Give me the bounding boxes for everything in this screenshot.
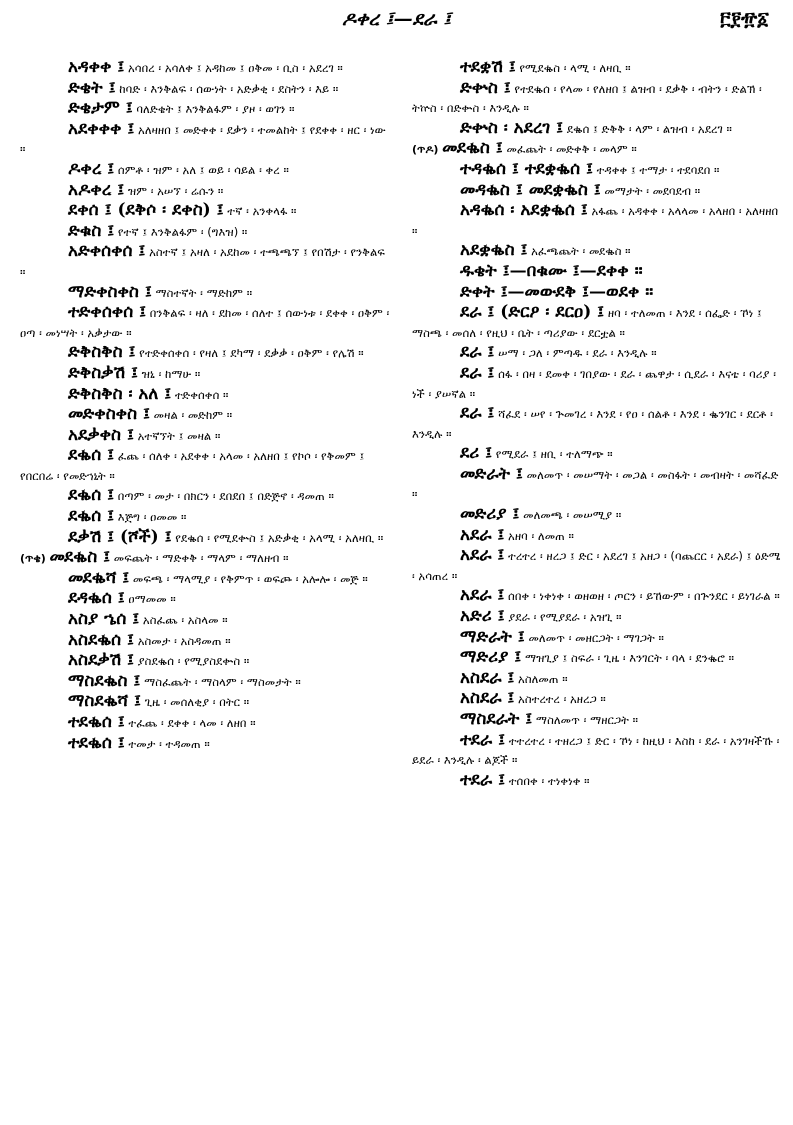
- dictionary-entry: [412, 669, 782, 690]
- dictionary-entry: [20, 160, 390, 181]
- dictionary-entry: [20, 303, 390, 343]
- dictionary-entry: [412, 58, 782, 79]
- right-column: [412, 58, 782, 1118]
- headword: ዶቀረ ፤: [68, 158, 115, 179]
- definition: የሚደራ ፤ ዘቢ ፡ ተለማጭ ።: [495, 447, 613, 462]
- definition: ተድቀሰቀሰ ።: [174, 387, 229, 402]
- definition: መፈጨት ፡ መድቀቅ ፡ መላም ።: [506, 142, 637, 157]
- dictionary-entry: [412, 689, 782, 710]
- dictionary-entry: [20, 201, 390, 222]
- headword: አዶቀረ ፤: [68, 179, 125, 200]
- headword: ተደራ ፤: [460, 769, 506, 790]
- headword: አድሪ ፤: [460, 606, 505, 627]
- headword: ድቍስ ፤: [460, 77, 511, 98]
- definition: መለመጥ ፡ መሠማት ፡ መጋል ፡ መስፋት ፡ መብዛት ፡ መሻፈድ ።: [412, 467, 779, 502]
- dictionary-entry: [20, 734, 390, 755]
- headword: አደራ ፤: [460, 545, 505, 566]
- dictionary-entry: [412, 444, 782, 465]
- dictionary-entry: [412, 139, 782, 160]
- dictionary-entry: [412, 303, 782, 343]
- definition: ተፈጨ ፡ ደቀቀ ፡ ላመ ፡ ለዘበ ።: [128, 716, 256, 730]
- headword: ተደቋሽ ፤: [460, 58, 516, 77]
- definition: አፈጫጨት ፡ መደቈስ ።: [531, 244, 631, 259]
- dictionary-entry: [20, 343, 390, 364]
- definition: ተመታ ፡ ተዳመጠ ።: [128, 736, 210, 751]
- definition: ሻፈደ ፡ ሠየ ፡ ጕመገረ ፡ እንደ ፡ የዐ ፡ ሰልቶ ፡ እንደ ፡ ቈንገር ፡ ደርቶ ፡ እንዲሉ ።: [412, 407, 773, 441]
- definition: መፍጫ ፡ ማላሚያ ፡ የቅምጥ ፡ ወፍጮ ፡ አሎሎ ፡ መጅ ።: [132, 571, 368, 586]
- dictionary-entry: [412, 505, 782, 526]
- definition: ተዳቀቀ ፤ ተማታ ፡ ተደባደበ ።: [596, 162, 720, 177]
- definition: አፋጨ ፡ አዳቀቀ ፡ አላላመ ፡ አላዘበ ፡ አለዛዘበ ።: [412, 204, 779, 238]
- headword: ደራ ፤: [460, 362, 495, 383]
- dictionary-entry: [412, 241, 782, 262]
- headword: ማድቀስቀስ ፤: [68, 281, 152, 302]
- definition: ተኛ ፡ አንቀላፋ ።: [227, 204, 297, 219]
- headword: ድቅስቅስ ፡ አለ ፤: [68, 383, 172, 404]
- headword: አደራ ፤: [460, 585, 505, 606]
- headword: ደቈሰ ፤: [68, 485, 115, 506]
- headword: መደቈሻ ፤: [68, 567, 130, 588]
- dictionary-entry: [20, 79, 390, 100]
- headword: አስደራ ፤: [460, 688, 515, 709]
- running-header: ዶቀረ ፤—ደራ ፤: [341, 8, 452, 30]
- definition: የተድቀሰቀሰ ፡ የዛለ ፤ ደካማ ፡ ደቃቃ ፡ ዐቅም ፡ የሌሽ ።: [139, 346, 364, 361]
- headword: ደቃሽ ፤ (ሾች) ፤: [68, 526, 172, 547]
- grammar-note: (ጥዶ): [412, 143, 439, 157]
- dictionary-entry: [412, 181, 782, 202]
- definition: አስመታ ፡ አስዳመጠ ።: [137, 633, 231, 648]
- dictionary-entry: [20, 672, 390, 693]
- headword: ድቍስ ፡ አደረገ ፤: [460, 117, 564, 138]
- headword: አስያ ኄሰ ፤: [68, 609, 140, 630]
- dictionary-entry: [20, 283, 390, 304]
- headword: ድቄታም ፤: [68, 98, 133, 119]
- definition: ባለድቄት ፤ እንቅልፋም ፡ ያዞ ፡ ወገን ።: [136, 102, 295, 117]
- dictionary-entry: [412, 771, 782, 792]
- definition: አሳበረ ፡ አሳለቀ ፤ አዳከመ ፤ ዐቅመ ፡ ቢስ ፡ አደረገ ።: [127, 61, 343, 75]
- headword: አዳቀቀ ፤: [68, 58, 125, 77]
- headword: አደራ ፤: [460, 524, 505, 545]
- definition: ማስለመጥ ፡ ማዘርጋት ።: [535, 713, 639, 727]
- definition: ማዝጊያ ፤ ስፍራ ፡ ጊዜ ፡ እንገርት ፡ ባላ ፡ ደንቈሮ ።: [524, 651, 735, 666]
- definition: የሚደቈስ ፡ ላሚ ፡ ለዛቢ ።: [519, 61, 631, 75]
- definition: በጣም ፡ መታ ፡ በክርን ፡ ደበደበ ፤ በድጅኖ ፡ ዳመጠ ።: [117, 489, 334, 504]
- headword: መድቀስቀስ ፤: [68, 404, 150, 425]
- dictionary-entry: [412, 343, 782, 364]
- dictionary-entry: [20, 589, 390, 610]
- definition: ከባድ ፡ እንቅልፍ ፡ ሰውነት ፡ አድቃቂ ፡ ደስትን ፡ እይ ።: [119, 81, 339, 96]
- definition: መዛል ፡ መድከም ።: [153, 408, 233, 423]
- definition: መለመጥ ፡ መዘርጋት ፡ ማገጋት ።: [528, 630, 664, 645]
- dictionary-entry: [412, 364, 782, 404]
- definition: መፍጨት ፡ ማድቀቅ ፡ ማላም ፡ ማለዘብ ።: [113, 551, 289, 566]
- definition: አስተረተረ ፡ አዘረጋ ።: [518, 692, 606, 707]
- headword: ማስደራት ፤: [460, 709, 533, 729]
- dictionary-entry: [412, 79, 782, 119]
- definition: ተረተረ ፡ ዘረጋ ፤ ድር ፡ አደረገ ፤ አዘጋ ፡ (ባጨርር ፡ አደራ) ፤ ዕድሜ ፡ አሳጠረ ።: [412, 549, 781, 583]
- definition: አተኛኘት ፤ መዛል ።: [137, 428, 221, 443]
- grammar-note: (ጥቄ): [20, 552, 46, 566]
- definition: ደቈሰ ፤ ድቅቅ ፡ ላም ፡ ልዝብ ፡ አደረገ ።: [566, 121, 732, 136]
- definition: አስለመጠ ።: [518, 671, 568, 686]
- headword: ደሪ ፤: [460, 443, 493, 464]
- headword: ማስደቈሻ ፤: [68, 691, 142, 712]
- headword: ድቄት ፤: [68, 77, 116, 98]
- dictionary-entry: [20, 713, 390, 734]
- left-column: [20, 58, 390, 1118]
- definition: ሠማ ፡ ጋለ ፡ ምጣዱ ፡ ደራ ፡ እንዲሉ ።: [498, 346, 657, 361]
- dictionary-entry: [20, 548, 390, 569]
- dictionary-entry: [412, 465, 782, 505]
- headword: ደራ ፤: [460, 342, 495, 363]
- definition: ዝም ፡ አሠኘ ፡ ሬሱን ።: [127, 183, 224, 198]
- headword: ደቀሰ ፤ (ደቅሶ ፡ ደቀስ) ፤: [68, 200, 224, 221]
- definition: ፈጨ ፡ ሰለቀ ፡ አደቀቀ ፡ አላመ ፡ አለዘበ ፤ የኮሶ ፡ የቅመም ፤ የበርበሬ ፡ የመድኀኒት ።: [20, 449, 365, 483]
- definition: አስፈጨ ፡ አስላመ ።: [142, 613, 228, 628]
- headword: መድራት ፤: [460, 463, 523, 484]
- definition: አስተኛ ፤ አዛለ ፡ አደከመ ፡ ተጫጫኘ ፤ የበሽታ ፡ የንቅልፍ ።: [20, 245, 385, 279]
- dictionary-entry: [412, 731, 782, 771]
- definition: መለመጫ ፡ መሠሚያ ።: [523, 508, 622, 523]
- dictionary-entry: [412, 262, 782, 283]
- headword: አስደቃሽ ፤: [68, 650, 134, 671]
- headword: ተደቈሰ ፤: [68, 712, 125, 732]
- definition: ተተረተረ ፡ ተዘረጋ ፤ ድር ፡ ኾነ ፡ ከዚህ ፡ እስከ ፡ ደራ ፡ አንገዛችኹ ፡ ይደራ ፡ እንዲሉ ፡ ልጆች ።: [412, 733, 780, 768]
- definition: ያደራ ፡ የሚያደራ ፡ አዝጊ ።: [508, 610, 622, 625]
- dictionary-entry: [20, 610, 390, 631]
- definition: እጅግ ፡ ዐመመ ።: [117, 510, 187, 525]
- dictionary-entry: [412, 201, 782, 241]
- dictionary-entry: [20, 222, 390, 243]
- dictionary-entry: [20, 58, 390, 79]
- dictionary-entry: [412, 119, 782, 140]
- definition: አዘባ ፡ ለመጠ ።: [508, 528, 574, 543]
- dictionary-entry: [20, 569, 390, 590]
- headword: ተደራ ፤: [460, 729, 506, 750]
- headword: ድቅስቃሽ ፤: [68, 362, 138, 383]
- dictionary-entry: [20, 486, 390, 507]
- definition: ማስተኛት ፡ ማድከም ።: [155, 285, 253, 300]
- headword: መደቈስ ፤: [49, 547, 111, 568]
- definition: ጊዜ ፡ መሰለቂያ ፡ በትር ።: [144, 695, 250, 710]
- headword: ድቀት ፤—መውደቅ ፤—ወደቀ ።: [460, 281, 654, 302]
- dictionary-entry: [20, 692, 390, 713]
- definition: በንቅልፍ ፡ ዛለ ፡ ደከመ ፡ ሰለተ ፤ ሰውነቱ ፡ ደቀቀ ፡ ዐቅም ፡ ዐጣ ፡ መነሣት ፡ አቃታው ።: [20, 306, 390, 340]
- dictionary-entry: [20, 426, 390, 447]
- dictionary-entry: [412, 404, 782, 444]
- dictionary-entry: [412, 526, 782, 547]
- headword: ተደቈሰ ፤: [68, 732, 125, 753]
- dictionary-entry: [20, 242, 390, 282]
- dictionary-entry: [412, 283, 782, 304]
- definition: ሰፋ ፡ በዛ ፡ ደመቀ ፡ ገበያው ፡ ደራ ፡ ጨዋታ ፡ ሲደራ ፡ እናቴ ፡ ባሪያ ፡ ነች ፡ ያሠኛል ።: [412, 366, 776, 401]
- dictionary-entry: [20, 528, 390, 549]
- definition: ዝኒ ፡ ከማሁ ።: [141, 366, 201, 381]
- definition: ሰምቶ ፡ ዝም ፡ አለ ፤ ወይ ፡ ሳይል ፡ ቀረ ።: [117, 162, 289, 177]
- headword: መዳቈስ ፤ መደቋቈስ ፤: [460, 179, 601, 200]
- headword: ድቅስቅስ ፤: [68, 342, 136, 363]
- headword: ማድሪያ ፤: [460, 647, 522, 668]
- dictionary-entry: [20, 507, 390, 528]
- dictionary-entry: [20, 120, 390, 160]
- headword: ማስደቈስ ፤: [68, 670, 141, 691]
- definition: ያስደቈሰ ፡ የሚያስደቍስ ።: [137, 654, 250, 669]
- definition: የደቈሰ ፡ የሚደቍስ ፤ አድቃቂ ፡ አላሚ ፡ አለዛቢ ።: [175, 530, 384, 545]
- definition: መማታት ፡ መደባደብ ።: [604, 183, 701, 198]
- definition: ዐማመመ ።: [128, 592, 176, 607]
- definition: ዘባ ፡ ተለመጠ ፡ እንደ ፡ ሰፌድ ፡ ኾነ ፤ ማስጫ ፡ መሰለ ፡ የዚህ ፡ ቤት ፡ ጣሪያው ፡ ደርቷል ።: [412, 306, 762, 340]
- dictionary-entry: [20, 405, 390, 426]
- dictionary-entry: [412, 160, 782, 181]
- headword: አስደቈሰ ፤: [68, 629, 134, 650]
- headword: ዱቄት ፤—በቁሙ ፤—ደቀቀ ።: [460, 260, 643, 281]
- headword: አደቀቀቀ ፤: [68, 118, 135, 139]
- headword: መደቈስ ፤: [442, 138, 503, 159]
- definition: ተሰበቀ ፡ ተነቀነቀ ።: [508, 773, 590, 788]
- dictionary-entry: [20, 181, 390, 202]
- headword: ተድቀሰቀሰ ፤: [68, 302, 147, 323]
- dictionary-entry: [412, 607, 782, 628]
- dictionary-entry: [412, 710, 782, 731]
- headword: አድቀሰቀሰ ፤: [68, 241, 146, 262]
- definition: ሰበቀ ፡ ነቀነቀ ፡ ወዘወዘ ፡ ጦርን ፡ ይኸውም ፡ በጕንደር ፡ ይነገራል ።: [508, 589, 780, 604]
- dictionary-entry: [20, 364, 390, 385]
- headword: አዳቈሰ ፡ አደቋቈሰ ፤: [460, 200, 588, 221]
- definition: ማስፈጨት ፡ ማስላም ፡ ማስመታት ።: [144, 674, 301, 689]
- headword: ደቈሰ ፤: [68, 445, 115, 466]
- dictionary-entry: [20, 631, 390, 652]
- headword: ተዳቈሰ ፤ ተደቋቈሰ ፤: [460, 158, 593, 179]
- headword: መድሪያ ፤: [460, 504, 520, 525]
- headword: ደራ ፤: [460, 403, 495, 424]
- dictionary-entry: [412, 586, 782, 607]
- dictionary-entry: [20, 99, 390, 120]
- definition: የተደቈሰ ፡ የላመ ፡ የለዘበ ፤ ልዝብ ፡ ደቃቅ ፡ ብትን ፡ ድልኽ ፡ ትኵስ ፡ በድቍስ ፡ እንዲሉ ።: [412, 81, 762, 116]
- headword: አደቃቀስ ፤: [68, 424, 134, 445]
- dictionary-entry: [412, 546, 782, 586]
- headword: ማድራት ፤: [460, 626, 525, 647]
- definition: አለዛዘበ ፤ መድቀቀ ፡ ደቃን ፡ ተመልከት ፤ የደቀቀ ፡ ዘር ፡ ነው ።: [20, 122, 386, 157]
- headword: ደዳቈሰ ፤: [68, 588, 125, 609]
- dictionary-entry: [412, 648, 782, 669]
- headword: አደቋቈስ ፤: [460, 240, 528, 261]
- headword: ደራ ፤ (ድርዖ ፡ ደርዐ) ፤: [460, 302, 605, 323]
- dictionary-entry: [20, 446, 390, 486]
- headword: አስደራ ፤: [460, 667, 515, 688]
- definition: የተኛ ፤ እንቅልፋም ፡ (ግእዝ) ።: [117, 224, 248, 239]
- page-number: ፫፻፹፩: [720, 8, 769, 30]
- headword: ደቈሰ ፤: [68, 506, 115, 527]
- dictionary-entry: [20, 385, 390, 406]
- headword: ድቁስ ፤: [68, 220, 115, 241]
- dictionary-entry: [412, 628, 782, 649]
- dictionary-entry: [20, 651, 390, 672]
